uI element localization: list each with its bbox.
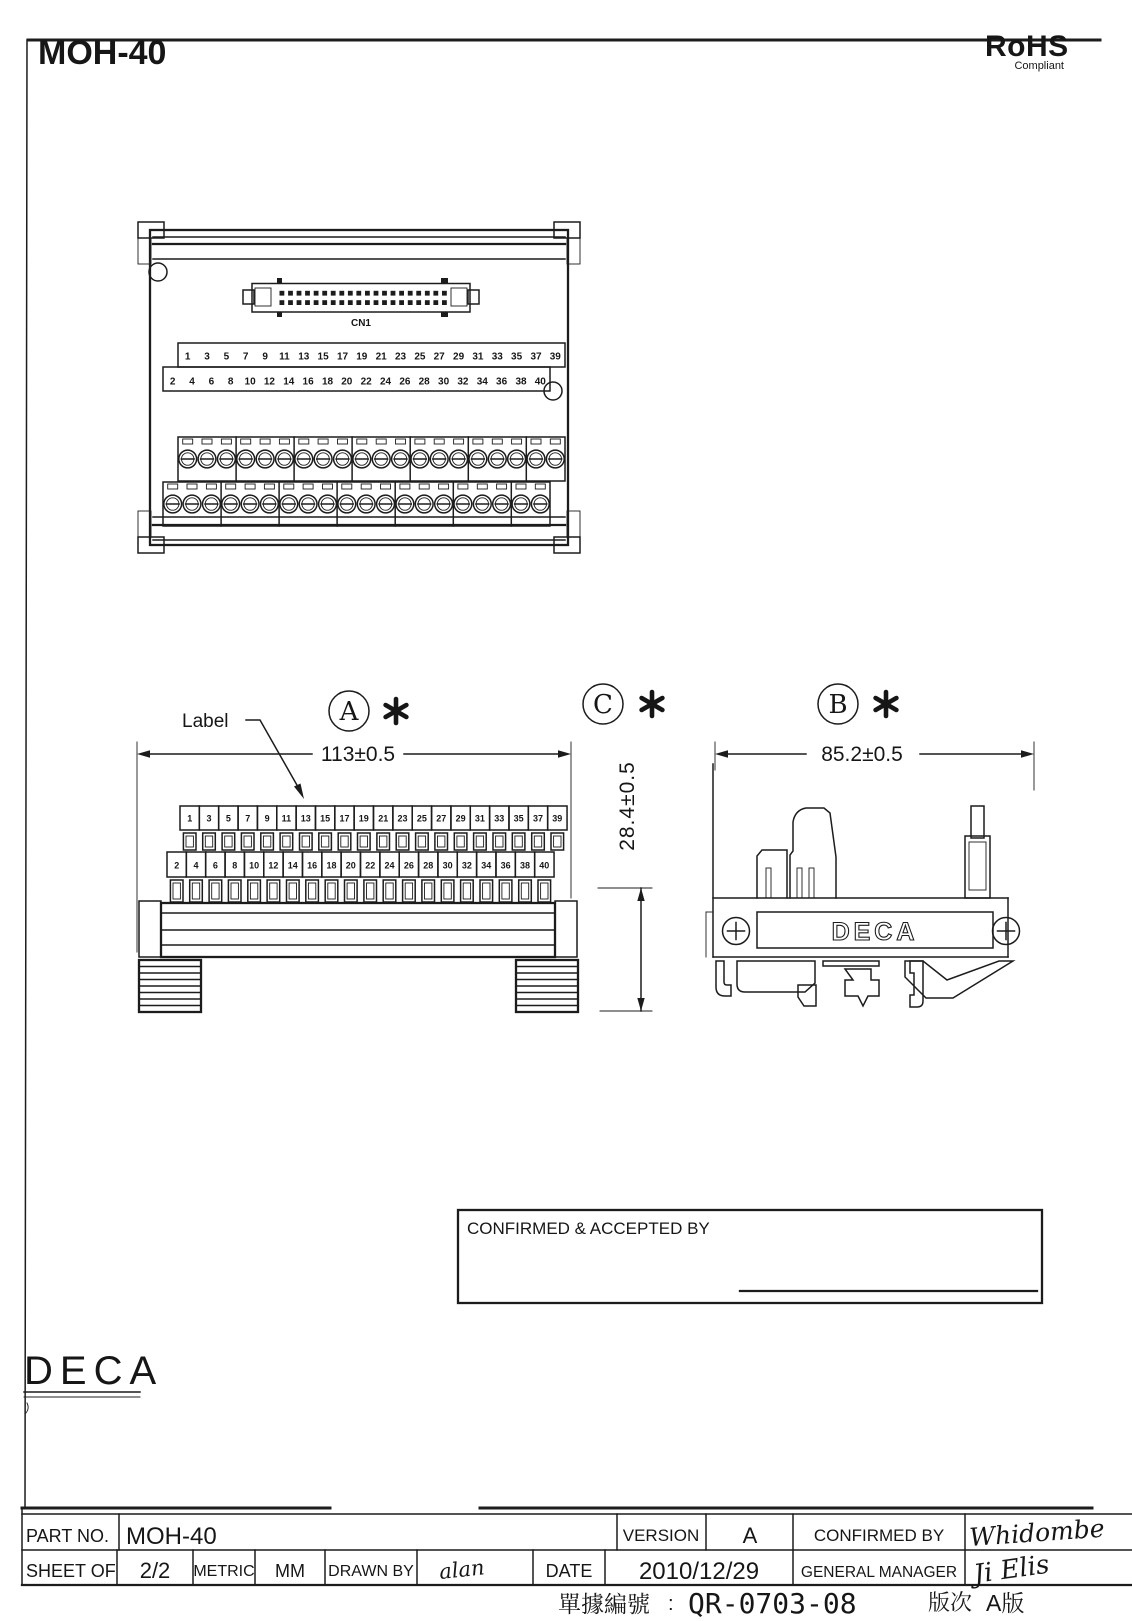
brand-embossed-text: DECA — [831, 918, 919, 946]
wire-opening — [435, 833, 448, 850]
part-no-value: MOH-40 — [126, 1523, 217, 1550]
cn1-pin — [382, 300, 387, 305]
front-base — [139, 901, 577, 957]
cn1-pin — [314, 291, 319, 296]
terminal-number: 28 — [423, 860, 434, 871]
rohs-compliant-label: Compliant — [1014, 60, 1064, 72]
pin-number: 32 — [457, 376, 469, 388]
pin-number: 40 — [534, 376, 546, 388]
doc-no-value: QR-0703-08 — [688, 1587, 857, 1620]
cn1-pin — [305, 300, 310, 305]
terminal-tab — [419, 484, 429, 489]
wire-opening-inner — [438, 836, 445, 847]
page-header — [38, 30, 1069, 72]
terminal-tab — [473, 439, 483, 444]
cn1-pin — [391, 291, 396, 296]
sheet-of-value: 2/2 — [139, 1558, 171, 1583]
date-value: 2010/12/29 — [638, 1558, 760, 1585]
terminal-tab — [299, 439, 309, 444]
terminal-tab — [512, 439, 522, 444]
wire-opening-inner — [418, 836, 425, 847]
company-logo — [24, 1349, 163, 1414]
sheet-of-label: SHEET OF — [26, 1561, 116, 1581]
cn1-pin — [297, 291, 302, 296]
dim-c — [598, 761, 652, 1011]
wire-opening-inner — [347, 883, 354, 899]
pin-number: 28 — [418, 376, 430, 388]
wire-opening — [377, 833, 390, 850]
dim-b-value: 85.2±0.5 — [821, 743, 903, 766]
wire-opening-inner — [554, 836, 561, 847]
wire-opening-inner — [399, 836, 406, 847]
pin-number: 16 — [302, 376, 314, 388]
pin-number: 19 — [356, 351, 368, 363]
pin-number: 37 — [530, 351, 542, 363]
terminal-tab — [187, 484, 197, 489]
front-view — [139, 806, 578, 1012]
terminal-number: 18 — [326, 860, 337, 871]
terminal-tab — [318, 439, 328, 444]
terminal-tab — [206, 484, 216, 489]
front-odd-terminal-cells — [180, 806, 567, 850]
terminal-number: 33 — [494, 813, 505, 824]
terminal-number: 13 — [300, 813, 311, 824]
pin-number: 5 — [223, 351, 230, 363]
wire-opening — [261, 833, 274, 850]
cn1-pin — [382, 291, 387, 296]
cn1-pin — [339, 300, 344, 305]
wire-opening-inner — [386, 883, 393, 899]
screw-hole-top-left — [149, 263, 167, 281]
wire-opening-inner — [360, 836, 367, 847]
wire-opening — [512, 833, 525, 850]
cn1-pin — [280, 291, 285, 296]
part-no-label: PART NO. — [26, 1526, 110, 1546]
cn1-pin — [365, 291, 370, 296]
terminal-number: 32 — [461, 860, 472, 871]
terminal-tab — [264, 484, 274, 489]
terminal-number: 7 — [245, 813, 251, 824]
pin-number: 6 — [208, 376, 215, 388]
wire-opening — [396, 833, 409, 850]
revision-label: 版次 — [928, 1590, 973, 1615]
pin-number: 36 — [496, 376, 508, 388]
terminal-number: 26 — [403, 860, 414, 871]
terminal-tab — [260, 439, 270, 444]
wire-opening — [241, 833, 254, 850]
pin-number: 34 — [476, 376, 488, 388]
pin-number: 21 — [375, 351, 387, 363]
wire-opening-inner — [186, 836, 193, 847]
wire-opening-inner — [483, 883, 490, 899]
pin-number: 13 — [298, 351, 310, 363]
terminal-number: 36 — [500, 860, 511, 871]
pin-number: 33 — [491, 351, 503, 363]
terminal-number: 8 — [232, 860, 238, 871]
terminal-tab — [492, 439, 502, 444]
cn1-pin — [288, 291, 293, 296]
side-din-clamp — [716, 961, 1013, 1007]
drawn-by-signature: alan — [438, 1555, 486, 1584]
cn1-connector — [243, 278, 479, 329]
wire-opening-inner — [283, 836, 290, 847]
wire-opening-inner — [341, 836, 348, 847]
cn1-pin — [399, 291, 404, 296]
pin-number: 17 — [336, 351, 349, 363]
wire-opening-inner — [250, 883, 257, 899]
pin-number: 22 — [360, 376, 372, 388]
terminal-number: 21 — [378, 813, 389, 824]
cn1-pin — [391, 300, 396, 305]
wire-opening-inner — [225, 836, 232, 847]
pin-number: 11 — [279, 351, 290, 363]
pin-number: 18 — [321, 376, 334, 388]
wire-opening-inner — [289, 883, 296, 899]
wire-opening-inner — [302, 836, 309, 847]
wire-opening — [203, 833, 216, 850]
cn1-pin — [348, 291, 353, 296]
general-manager-label: GENERAL MANAGER — [800, 1564, 958, 1581]
terminal-tab — [361, 484, 371, 489]
pin-number: 35 — [511, 351, 523, 363]
wire-opening — [319, 833, 332, 850]
terminal-number: 9 — [264, 813, 270, 824]
terminal-tab — [454, 439, 464, 444]
top-view-even-numbers — [170, 377, 546, 388]
page-frame — [25, 40, 1100, 1508]
top-view — [138, 222, 580, 553]
terminal-tab — [168, 484, 178, 489]
wire-opening-inner — [515, 836, 522, 847]
dim-b-balloon — [818, 684, 896, 724]
terminal-tab — [284, 484, 294, 489]
wire-opening-inner — [270, 883, 277, 899]
wire-opening — [222, 833, 235, 850]
cn1-pin — [288, 300, 293, 305]
pin-number: 23 — [394, 351, 407, 363]
dim-a-letter: A — [339, 697, 359, 727]
cn1-pin — [433, 291, 438, 296]
rohs-mark: RoHS — [985, 30, 1069, 63]
wire-opening-inner — [212, 883, 219, 899]
even-number-strip — [163, 367, 550, 391]
terminal-number: 38 — [519, 860, 531, 871]
terminal-tab — [531, 439, 541, 444]
terminal-tab — [342, 484, 352, 489]
title-block — [22, 1508, 1132, 1591]
wire-opening-inner — [328, 883, 335, 899]
cn1-pin — [348, 300, 353, 305]
wire-opening-inner — [244, 836, 251, 847]
dim-a-balloon — [329, 691, 406, 731]
drawn-by-label: DRAWN BY — [328, 1563, 414, 1580]
wire-opening-inner — [263, 836, 270, 847]
label-leader-line — [246, 720, 302, 794]
wire-opening — [493, 833, 506, 850]
dim-a-asterisk — [386, 699, 407, 723]
terminal-number: 3 — [206, 813, 212, 824]
terminal-tab — [183, 439, 193, 444]
cn1-pin — [442, 291, 447, 296]
terminal-number: 37 — [532, 813, 544, 824]
terminal-tab — [497, 484, 507, 489]
version-label: VERSION — [622, 1526, 700, 1545]
terminal-number: 23 — [397, 813, 408, 824]
cn1-pin — [425, 300, 430, 305]
terminal-number: 35 — [513, 813, 524, 824]
label-leader-arrow — [294, 784, 304, 800]
pin-number: 7 — [242, 351, 249, 363]
cn1-pin — [365, 300, 370, 305]
pin-number: 8 — [227, 376, 234, 388]
cn1-pin — [374, 300, 379, 305]
confirmed-by-signature: Whidombe — [968, 1513, 1106, 1552]
side-clamp-post — [965, 806, 990, 898]
terminal-tab — [477, 484, 487, 489]
wire-opening-inner — [463, 883, 470, 899]
wire-opening — [416, 833, 429, 850]
wire-opening — [300, 833, 313, 850]
terminal-number: 5 — [225, 813, 231, 824]
terminal-number: 16 — [307, 860, 318, 871]
dim-c-value: 28.4±0.5 — [616, 761, 639, 851]
wire-opening — [474, 833, 487, 850]
terminal-tab — [400, 484, 410, 489]
terminal-number: 17 — [339, 813, 350, 824]
doc-no-label: 單據編號 — [558, 1591, 650, 1617]
page-title: MOH-40 — [38, 34, 167, 72]
top-view-odd-numbers — [185, 352, 561, 363]
cn1-pin — [442, 300, 447, 305]
terminal-number: 20 — [345, 860, 356, 871]
wire-opening-inner — [308, 883, 315, 899]
terminal-number: 31 — [474, 813, 485, 824]
terminal-number: 6 — [212, 860, 218, 871]
cn1-pin — [425, 291, 430, 296]
pin-number: 1 — [184, 351, 191, 363]
dim-c-balloon — [583, 684, 662, 724]
pin-number: 27 — [433, 351, 445, 363]
dim-a-value: 113±0.5 — [320, 743, 396, 766]
pin-number: 4 — [189, 376, 195, 388]
terminal-tab — [323, 484, 333, 489]
wire-opening-inner — [321, 836, 328, 847]
phillips-screw-right — [993, 918, 1020, 945]
wire-opening-inner — [476, 836, 483, 847]
terminal-number: 25 — [416, 813, 427, 824]
cn1-pin — [416, 291, 421, 296]
wire-opening-inner — [405, 883, 412, 899]
terminal-number: 2 — [174, 860, 180, 871]
wire-opening-inner — [205, 836, 212, 847]
cn1-pin — [297, 300, 302, 305]
terminal-number: 24 — [384, 860, 395, 871]
version-value: A — [742, 1523, 758, 1548]
front-even-terminal-cells — [167, 852, 554, 902]
confirm-box-label: CONFIRMED & ACCEPTED BY — [467, 1219, 710, 1238]
pin-number: 9 — [262, 351, 268, 363]
wire-opening — [358, 833, 371, 850]
pin-number: 38 — [515, 376, 527, 388]
pin-number: 29 — [453, 351, 465, 363]
terminal-tab — [535, 484, 545, 489]
wire-opening-inner — [534, 836, 541, 847]
pin-number: 3 — [204, 351, 210, 363]
terminal-tab — [338, 439, 348, 444]
cn1-pin — [280, 300, 285, 305]
terminal-tab — [516, 484, 526, 489]
dim-b — [715, 742, 1034, 790]
terminal-tab — [376, 439, 386, 444]
terminal-tab — [396, 439, 406, 444]
terminal-number: 39 — [552, 813, 563, 824]
dim-c-asterisk — [642, 692, 663, 716]
din-foot-right — [516, 960, 578, 1012]
terminal-tab — [381, 484, 391, 489]
wire-opening — [454, 833, 467, 850]
cn1-pin — [408, 300, 413, 305]
terminal-number: 22 — [365, 860, 376, 871]
wire-opening — [280, 833, 293, 850]
pin-number: 12 — [263, 376, 275, 388]
wire-opening — [338, 833, 351, 850]
pin-number: 14 — [283, 376, 295, 388]
side-brand-bar — [706, 898, 1020, 957]
wire-opening — [551, 833, 564, 850]
wire-opening-inner — [425, 883, 432, 899]
pin-number: 24 — [379, 376, 392, 388]
terminal-tab — [221, 439, 231, 444]
odd-number-strip — [178, 343, 565, 367]
cn1-pin — [331, 291, 336, 296]
terminal-tab — [241, 439, 251, 444]
terminal-number: 10 — [249, 860, 260, 871]
terminal-number: 15 — [320, 813, 331, 824]
terminal-number: 12 — [268, 860, 279, 871]
cn1-pin — [374, 291, 379, 296]
wire-opening-inner — [541, 883, 548, 899]
wire-opening-inner — [521, 883, 528, 899]
confirm-box — [458, 1210, 1042, 1303]
label-callout: Label — [182, 711, 229, 732]
dim-b-letter: B — [828, 690, 848, 720]
doc-no-colon: : — [668, 1593, 674, 1615]
metric-value: MM — [275, 1561, 305, 1581]
terminal-tab — [303, 484, 313, 489]
terminal-number: 1 — [187, 813, 193, 824]
pin-number: 15 — [317, 351, 329, 363]
terminal-number: 14 — [287, 860, 298, 871]
cn1-pin — [356, 291, 361, 296]
top-rail — [153, 237, 565, 259]
wire-opening-inner — [457, 836, 464, 847]
terminal-tab — [434, 439, 444, 444]
wire-opening — [183, 833, 196, 850]
cn1-pin — [305, 291, 310, 296]
wire-opening-inner — [496, 836, 503, 847]
dimension-callouts — [137, 684, 1034, 1011]
side-terminal-profile — [757, 808, 836, 898]
side-view — [706, 764, 1020, 1007]
terminal-tab — [439, 484, 449, 489]
general-manager-signature: Ji Elis — [971, 1549, 1052, 1590]
terminal-screws-row-1 — [179, 437, 564, 481]
pin-number: 26 — [399, 376, 411, 388]
cn1-pin — [356, 300, 361, 305]
terminal-number: 27 — [436, 813, 447, 824]
pin-number: 25 — [414, 351, 426, 363]
pin-number: 39 — [549, 351, 561, 363]
cn1-pin — [416, 300, 421, 305]
pin-number: 30 — [438, 376, 450, 388]
pin-number: 10 — [244, 376, 256, 388]
sheet-footer — [558, 1587, 1024, 1620]
terminal-number: 11 — [281, 813, 292, 824]
cn1-pin — [322, 291, 327, 296]
terminal-screws-row-2 — [164, 482, 549, 526]
wire-opening-inner — [367, 883, 374, 899]
terminal-tab — [458, 484, 468, 489]
terminal-number: 19 — [358, 813, 369, 824]
pin-number: 20 — [341, 376, 353, 388]
phillips-screw-left — [723, 918, 750, 945]
cn1-pin — [399, 300, 404, 305]
pin-number: 31 — [472, 351, 484, 363]
dim-c-letter: C — [593, 690, 613, 720]
wire-opening-inner — [231, 883, 238, 899]
din-foot-left — [139, 960, 201, 1012]
cn1-pin-field — [280, 291, 447, 305]
terminal-number: 30 — [442, 860, 453, 871]
terminal-tab — [245, 484, 255, 489]
terminal-number: 34 — [481, 860, 492, 871]
cn1-pin — [314, 300, 319, 305]
wire-opening — [532, 833, 545, 850]
terminal-tab — [415, 439, 425, 444]
wire-opening-inner — [380, 836, 387, 847]
terminal-number: 40 — [539, 860, 550, 871]
terminal-tab — [279, 439, 289, 444]
cn1-pin — [408, 291, 413, 296]
terminal-tab — [550, 439, 560, 444]
metric-label: METRIC — [193, 1563, 255, 1580]
dim-b-asterisk — [876, 692, 897, 716]
confirmed-by-label: CONFIRMED BY — [813, 1526, 945, 1545]
cn1-pin — [433, 300, 438, 305]
terminal-tab — [357, 439, 367, 444]
cn1-pin — [339, 291, 344, 296]
cn1-label: CN1 — [350, 318, 372, 329]
terminal-tab — [202, 439, 212, 444]
cn1-pin — [322, 300, 327, 305]
wire-opening-inner — [173, 883, 180, 899]
date-label: DATE — [545, 1561, 593, 1581]
cn1-pin — [331, 300, 336, 305]
revision-value: A版 — [986, 1590, 1025, 1616]
wire-opening-inner — [192, 883, 199, 899]
terminal-number: 29 — [455, 813, 466, 824]
bottom-rail — [153, 517, 565, 540]
terminal-number: 4 — [193, 860, 199, 871]
pin-number: 2 — [169, 376, 176, 388]
wire-opening-inner — [502, 883, 509, 899]
terminal-tab — [226, 484, 236, 489]
wire-opening-inner — [444, 883, 451, 899]
logo-text: DECA — [24, 1349, 164, 1393]
